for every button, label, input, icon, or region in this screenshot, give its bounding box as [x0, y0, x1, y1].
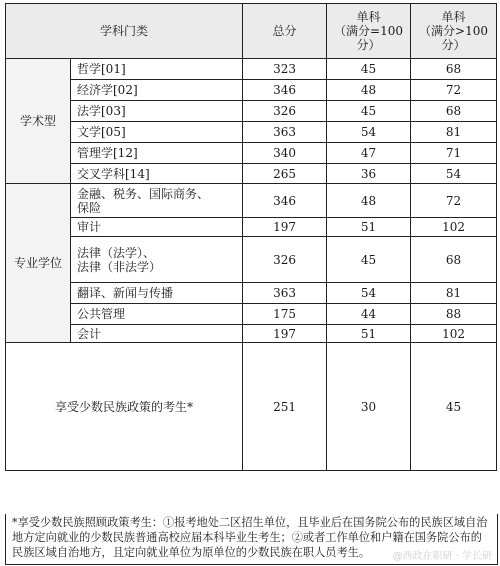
table-row — [6, 101, 497, 122]
total-cell: 197 — [243, 218, 327, 237]
single-over-100-cell: 72 — [411, 80, 497, 101]
total-cell: 265 — [243, 164, 327, 184]
single-100-cell: 48 — [327, 184, 411, 218]
single-over-100-cell: 81 — [411, 122, 497, 143]
header-subject: 学科门类 — [6, 4, 243, 59]
subject-cell: 公共管理 — [71, 304, 243, 325]
single-over-100-cell: 54 — [411, 164, 497, 184]
subject-cell: 文学[05] — [71, 122, 243, 143]
total-cell: 340 — [243, 143, 327, 164]
header-single-100-line1: 单科 — [356, 10, 381, 24]
single-100-cell: 36 — [327, 164, 411, 184]
subject-cell: 交叉学科[14] — [71, 164, 243, 184]
table-row — [6, 343, 497, 471]
table-row — [6, 283, 497, 304]
total-cell: 363 — [243, 122, 327, 143]
single-over-100-cell: 102 — [411, 325, 497, 343]
single-100-cell: 45 — [327, 59, 411, 80]
total-cell: 326 — [243, 101, 327, 122]
single-over-100-cell: 68 — [411, 237, 497, 283]
subject-cell: 翻译、新闻与传播 — [71, 283, 243, 304]
total-cell: 346 — [243, 184, 327, 218]
table-row — [6, 80, 497, 101]
single-100-cell: 48 — [327, 80, 411, 101]
header-single-over-100 — [411, 4, 497, 59]
table-row — [6, 184, 497, 218]
table-row — [6, 304, 497, 325]
single-100-cell: 51 — [327, 218, 411, 237]
single-over-100-cell: 72 — [411, 184, 497, 218]
single-over-100-cell: 68 — [411, 59, 497, 80]
group-professional: 专业学位 — [6, 184, 71, 343]
single-over-100-cell: 45 — [411, 343, 497, 471]
group-academic: 学术型 — [6, 59, 71, 184]
subject-line1: 金融、税务、国际商务、 — [77, 186, 210, 201]
single-over-100-cell: 81 — [411, 283, 497, 304]
total-cell: 363 — [243, 283, 327, 304]
group-minority: 享受少数民族政策的考生* — [6, 343, 243, 471]
header-single-over-100-line1: 单科 — [441, 10, 466, 24]
header-total: 总分 — [243, 4, 327, 59]
subject-cell: 法学[03] — [71, 101, 243, 122]
subject-line2: 法律（非法学） — [77, 259, 162, 274]
total-cell: 197 — [243, 325, 327, 343]
single-over-100-cell: 102 — [411, 218, 497, 237]
single-100-cell: 44 — [327, 304, 411, 325]
single-over-100-cell: 88 — [411, 304, 497, 325]
subject-cell — [71, 184, 243, 218]
score-table — [5, 3, 497, 471]
watermark: @西政在职研 · 学长研 — [392, 551, 492, 562]
table-row — [6, 164, 497, 184]
header-single-100-line3: 分） — [356, 38, 381, 52]
table-row — [6, 122, 497, 143]
table-header-row — [6, 4, 497, 59]
total-cell: 326 — [243, 237, 327, 283]
total-cell: 251 — [243, 343, 327, 471]
single-100-cell: 47 — [327, 143, 411, 164]
single-100-cell: 54 — [327, 283, 411, 304]
table-row — [6, 218, 497, 237]
table-row — [6, 237, 497, 283]
total-cell: 346 — [243, 80, 327, 101]
total-cell: 175 — [243, 304, 327, 325]
subject-cell: 会计 — [71, 325, 243, 343]
subject-cell: 审计 — [71, 218, 243, 237]
table-row — [6, 59, 497, 80]
header-single-100 — [327, 4, 411, 59]
single-100-cell: 30 — [327, 343, 411, 471]
subject-line2: 保险 — [77, 200, 102, 215]
header-single-100-line2: （满分=100 — [334, 24, 403, 38]
single-100-cell: 51 — [327, 325, 411, 343]
total-cell: 323 — [243, 59, 327, 80]
subject-line1: 法律（法学）、 — [77, 245, 156, 260]
single-over-100-cell: 68 — [411, 101, 497, 122]
single-100-cell: 45 — [327, 101, 411, 122]
header-single-over-100-line2: （满分>100 — [419, 24, 488, 38]
subject-cell — [71, 237, 243, 283]
subject-cell: 管理学[12] — [71, 143, 243, 164]
footnote: *享受少数民族照顾政策考生：①报考地处二区招生单位，且毕业后在国务院公布的民族区域自治地方定向就业的少数民族普通高校应届本科毕业生考生；②或者工作单位和户籍在国务院公布的民族区域自治地方，且定向就业单位为原单位的少数民族在职人员考生。 — [5, 514, 498, 565]
table-row — [6, 143, 497, 164]
subject-cell: 经济学[02] — [71, 80, 243, 101]
single-100-cell: 54 — [327, 122, 411, 143]
header-single-over-100-line3: 分） — [441, 38, 466, 52]
subject-cell: 哲学[01] — [71, 59, 243, 80]
single-100-cell: 45 — [327, 237, 411, 283]
single-over-100-cell: 71 — [411, 143, 497, 164]
table-row — [6, 325, 497, 343]
